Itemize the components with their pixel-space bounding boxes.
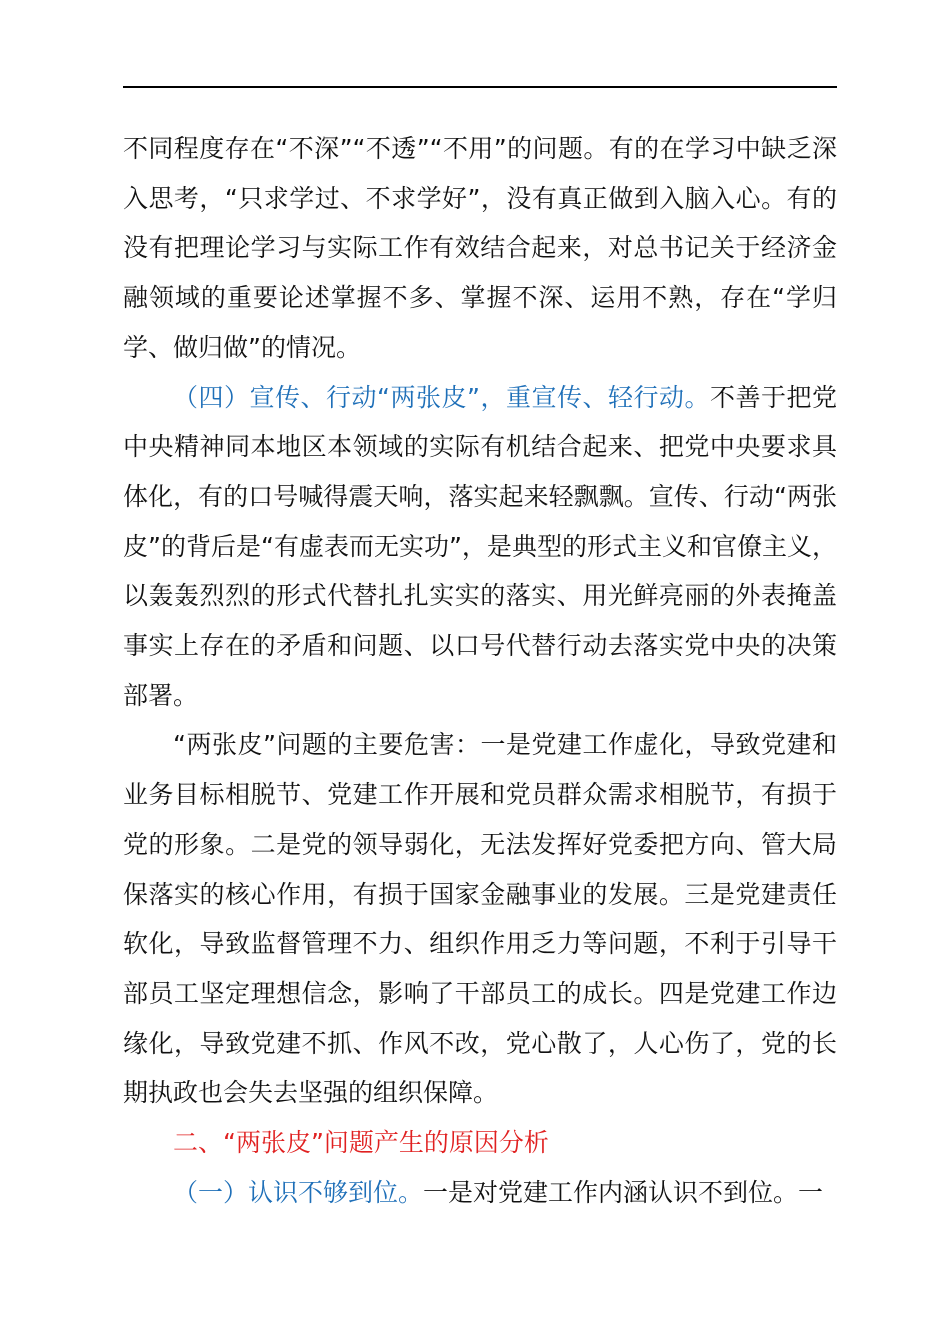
document-page — [123, 124, 837, 1217]
header-rule — [123, 86, 837, 88]
section-4-body: 不善于把党中央精神同本地区本领域的实际有机结合起来、把党中央要求具体化，有的口号喊得震天响，落实起来轻飘飘。宣传、行动“两张皮”的背后是“有虚表而无实功”，是典型的形式主义和官僚主义，以轰轰烈烈的形式代替扎扎实实的落实、用光鲜亮丽的外表掩盖事实上存在的矛盾和问题、以口号代替行动去落实党中央的决策部署。 — [123, 382, 837, 710]
subsection-1-heading: （一）认识不够到位。 — [173, 1177, 424, 1207]
subsection-1-body: 一是对党建工作内涵认识不到位。一 — [423, 1177, 824, 1207]
paragraph-continued: 不同程度存在“不深”“不透”“不用”的问题。有的在学习中缺乏深入思考，“只求学过、不求学好”，没有真正做到入脑入心。有的没有把理论学习与实际工作有效结合起来，对总书记关于经济金融领域的重要论述掌握不多、掌握不深、运用不熟，存在“学归学、做归做”的情况。 — [123, 134, 837, 362]
harm-paragraph: “两张皮”问题的主要危害：一是党建工作虚化，导致党建和业务目标相脱节、党建工作开展和党员群众需求相脱节，有损于党的形象。二是党的领导弱化，无法发挥好党委把方向、管大局保落实的核心作用，有损于国家金融事业的发展。三是党建责任软化，导致监督管理不力、组织作用乏力等问题，不利于引导干部员工坚定理想信念，影响了干部员工的成长。四是党建工作边缘化，导致党建不抓、作风不改，党心散了，人心伤了，党的长期执政也会失去坚强的组织保障。 — [123, 730, 837, 1108]
section-4-heading: （四）宣传、行动“两张皮”，重宣传、轻行动。 — [173, 382, 710, 412]
section-two-heading: 二、“两张皮”问题产生的原因分析 — [173, 1128, 549, 1158]
section-4-paragraph — [123, 373, 837, 721]
subsection-1-paragraph — [123, 1168, 837, 1218]
